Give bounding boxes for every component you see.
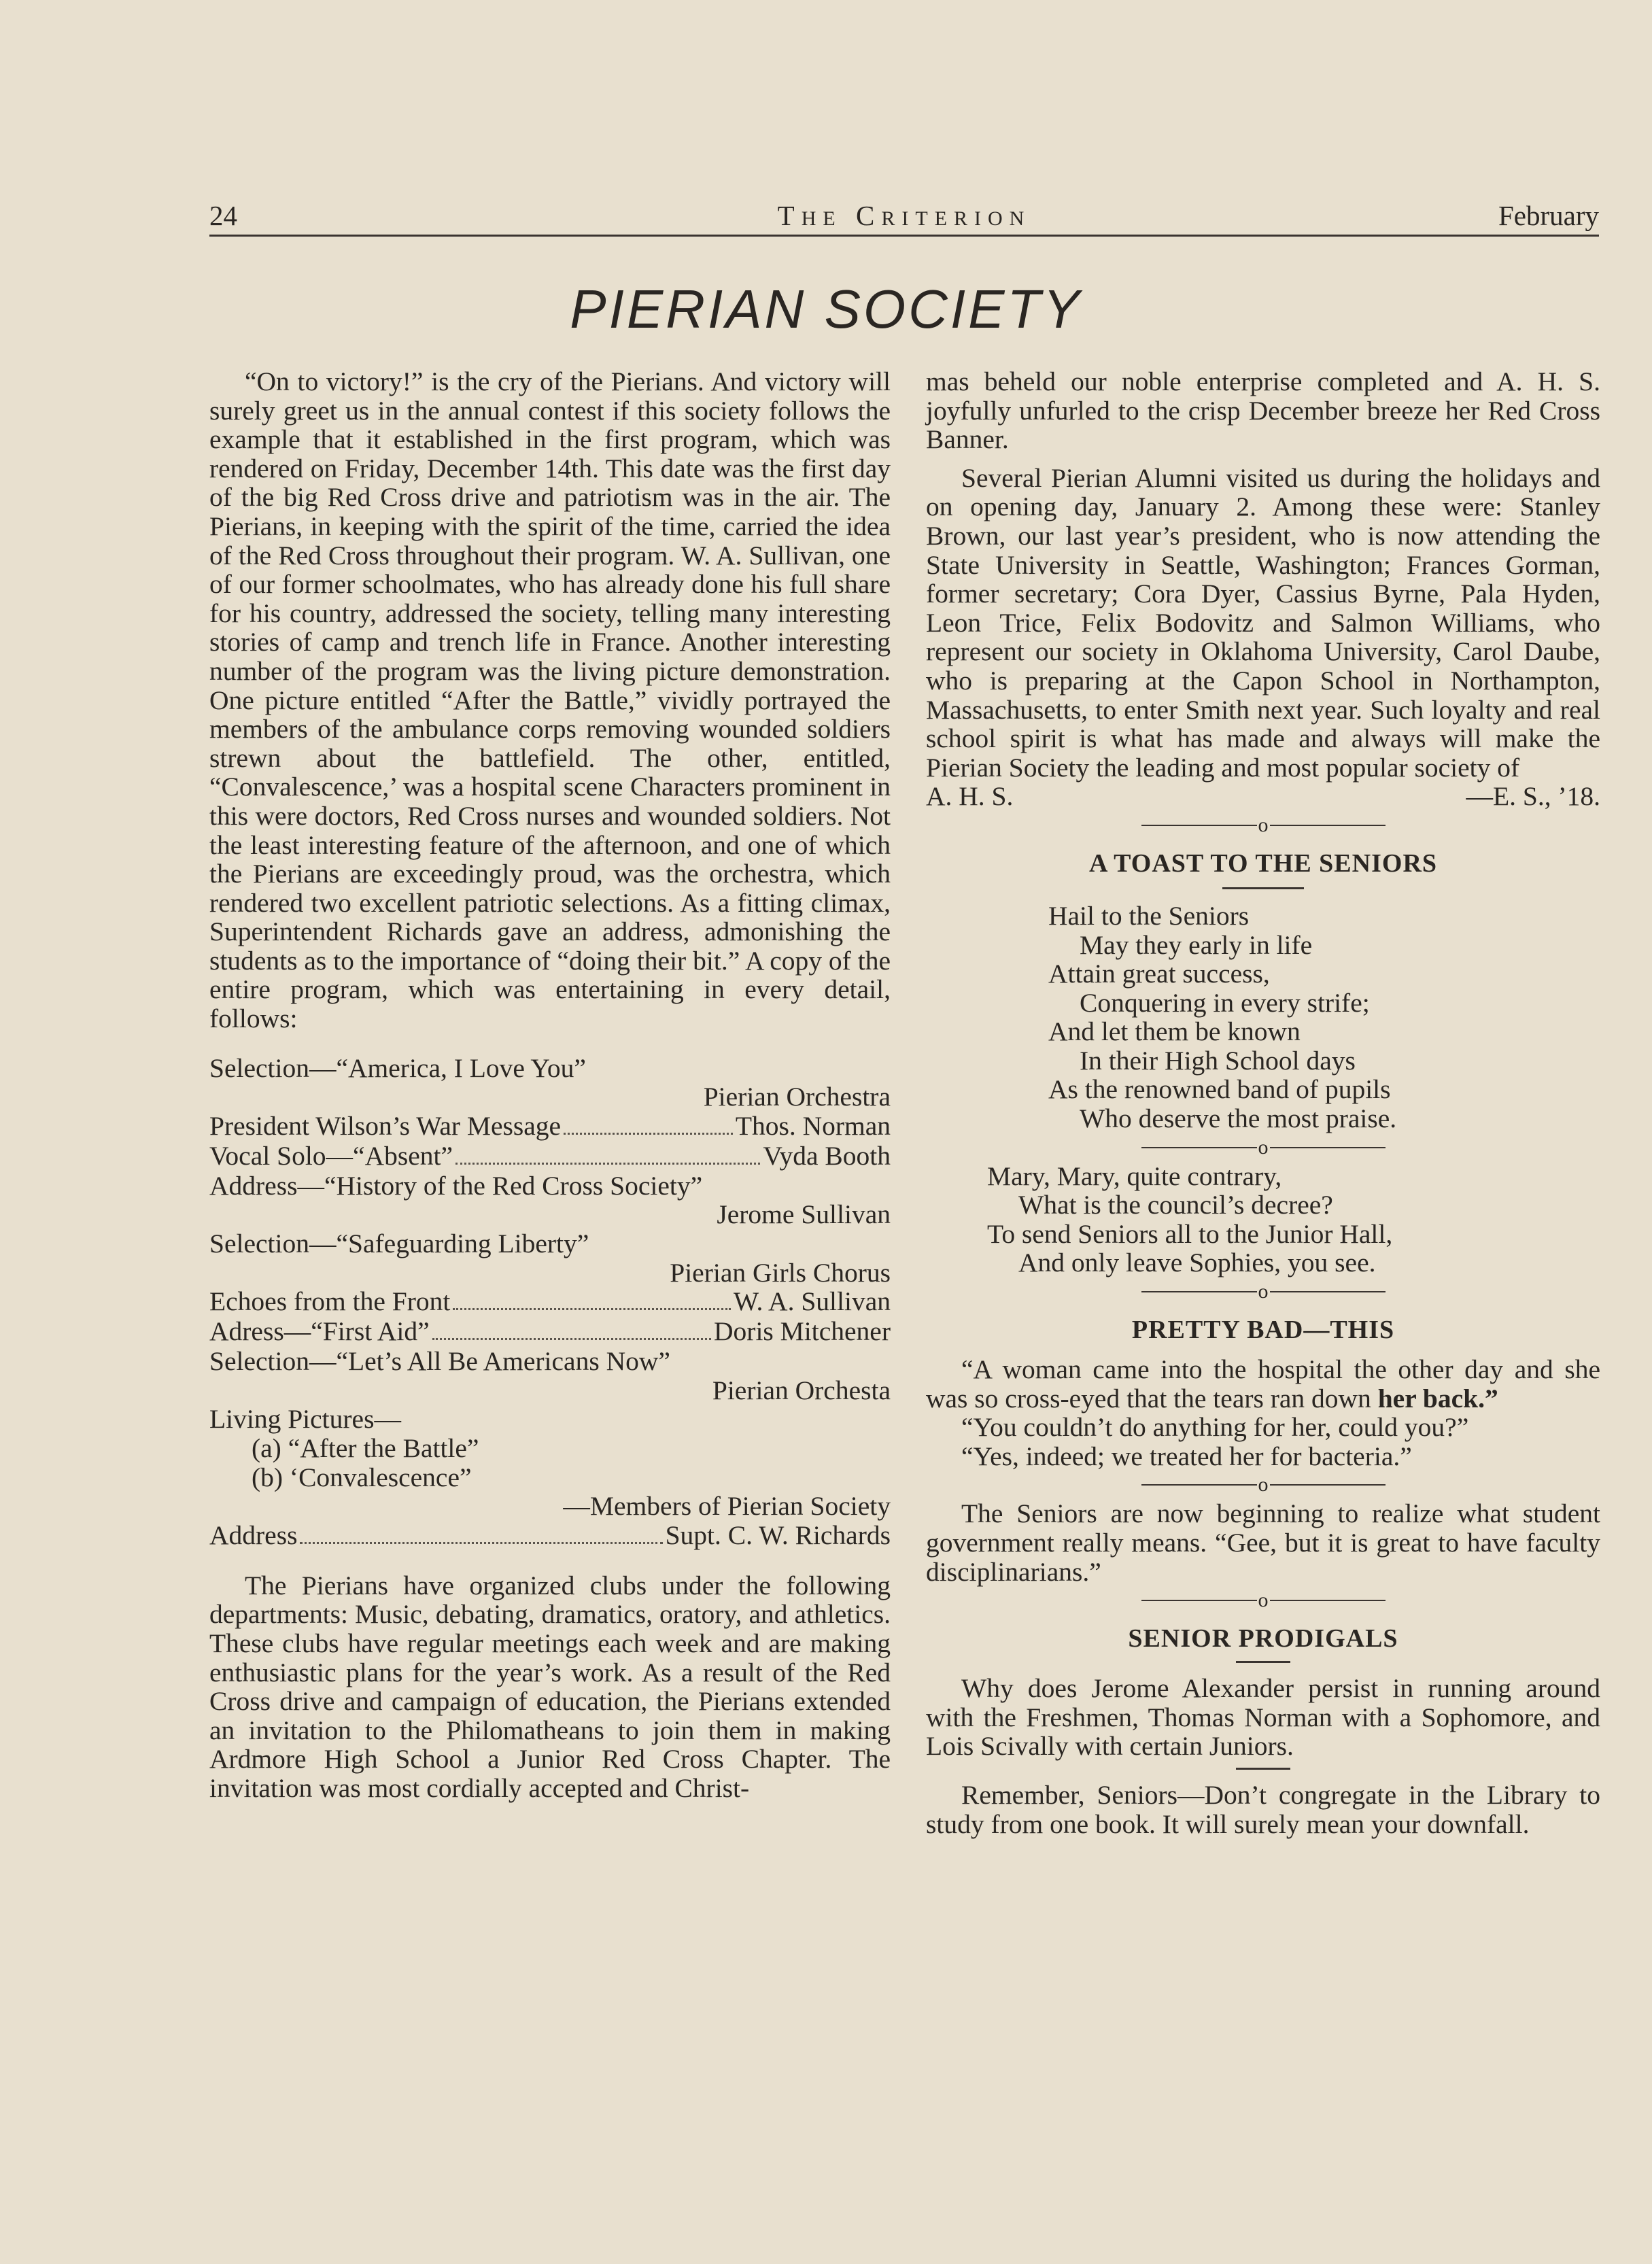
heading-rule <box>1236 1661 1290 1663</box>
poem-line: And let them be known <box>1048 1016 1301 1047</box>
program-item: Address Supt. C. W. Richards <box>209 1520 891 1550</box>
program-subitem: (a) “After the Battle” <box>252 1433 479 1463</box>
program-performer: Pierian Orchestra <box>703 1082 891 1112</box>
section-separator: o <box>926 1277 1600 1306</box>
council-rhyme <box>926 1162 1600 1277</box>
author-signature: —E. S., ’18. <box>1466 781 1600 812</box>
poem-line: Conquering in every strife; <box>1080 987 1370 1018</box>
program-item: Echoes from the Front W. A. Sullivan <box>209 1286 891 1317</box>
clubs-paragraph: The Pierians have organized clubs under the following departments: Music, debating, dramatics, oratory, and athletics. These clubs have regular meetings each week and are making enthusiastic plans for the year’s work. As a result of the Red Cross drive and campaign of education, the Pierians extended an invitation to the Philomatheans to join them in making Ardmore High School a Junior Red Cross Chapter. The invitation was most cordially accepted and Christ- <box>209 1570 891 1803</box>
section-separator: o <box>926 1133 1600 1162</box>
program-performer: —Members of Pierian Society <box>563 1491 891 1522</box>
issue-month: February <box>1498 200 1599 231</box>
page-header <box>209 199 1599 233</box>
program-item: President Wilson’s War Message Thos. Norman <box>209 1110 891 1141</box>
rhyme-line: And only leave Sophies, you see. <box>1018 1248 1376 1278</box>
program-list <box>209 1054 891 1551</box>
prodigals-paragraph: Why does Jerome Alexander persist in running around with the Freshmen, Thomas Norman with a Sophomore, and Lois Scivally with certain Juniors. <box>926 1673 1600 1762</box>
poem-line: Attain great success, <box>1048 959 1270 989</box>
publication-name: THE CRITERION <box>777 200 1031 231</box>
section-separator: o <box>926 1471 1600 1499</box>
poem-line: Who deserve the most praise. <box>1080 1103 1397 1134</box>
rhyme-line: Mary, Mary, quite contrary, <box>987 1161 1282 1191</box>
alumni-paragraph: Several Pierian Alumni visited us during the holidays and on opening day, January 2. Among these were: Stanley Brown, our last year’s president, who is now attending the State University in Seattle, Washington; Frances Gorman, former secretary; Cora Dyer, Cassius Byrne, Pala Hyden, Leon Trice, Felix Bodovitz and Salmon Williams, who represent our society in Oklahoma University, Carol Daube, who is preparing at the Capon School in Northampton, Massachusetts, to enter Smith next year. Such loyalty and real school spirit is what has made and always will make the Pierian Society the leading and most popular society of <box>926 462 1600 783</box>
joke-paragraph: “A woman came into the hospital the other day and she was so cross-eyed that the tears ran down her back.” <box>926 1354 1600 1413</box>
program-item: Vocal Solo—“Absent” Vyda Booth <box>209 1140 891 1171</box>
poem-line: As the renowned band of pupils <box>1048 1074 1391 1105</box>
right-column <box>926 367 1600 1838</box>
pretty-bad-heading: PRETTY BAD—THIS <box>1131 1316 1395 1345</box>
intro-paragraph: “On to victory!” is the cry of the Pierians. And victory will surely greet us in the annual contest if this society follows the example that it established in the first program, which was rendered on Friday, December 14th. This date was the first day of the big Red Cross drive and patriotism was in the air. The Pierians, in keeping with the spirit of the time, carried the idea of the Red Cross throughout their program. W. A. Sullivan, one of our former schoolmates, who has already done his full share for his country, addressed the society, telling many interesting stories of camp and trench life in France. Another interesting number of the program was the living picture demonstration. One picture entitled “After the Battle,” vividly portrayed the members of the ambulance corps removing wounded soldiers strewn about the battlefield. The other, entitled, “Convalescence,’ was a hospital scene Characters prominent in this were doctors, Red Cross nurses and wounded soldiers. Not the least interesting feature of the afternoon, and one of which the Pierians are exceedingly proud, was the orchestra, which rendered two excellent patriotic selections. As a fitting climax, Superintendent Richards gave an address, admonishing the students as to the importance of “doing their bit.” A copy of the entire program, which was entertaining in every detail, follows: <box>209 366 891 1034</box>
program-item: Address—“History of the Red Cross Society” <box>209 1170 703 1201</box>
poem-line: In their High School days <box>1080 1045 1356 1076</box>
program-item: Selection—“America, I Love You” <box>209 1052 586 1083</box>
section-separator: o <box>926 811 1600 840</box>
left-column <box>209 367 891 1803</box>
student-government-paragraph: The Seniors are now beginning to realize what student government really means. “Gee, but it is great to have faculty disciplinarians.” <box>926 1498 1600 1587</box>
article-title: PIERIAN SOCIETY <box>570 279 1082 339</box>
program-item: Living Pictures— <box>209 1404 401 1435</box>
continued-paragraph: mas beheld our noble enterprise completed and A. H. S. joyfully unfurled to the crisp December breeze her Red Cross Banner. <box>926 366 1600 455</box>
prodigals-paragraph: Remember, Seniors—Don’t congregate in the Library to study from one book. It will surely mean your downfall. <box>926 1779 1600 1839</box>
toast-heading: A TOAST TO THE SENIORS <box>1088 848 1438 878</box>
paragraph-rule <box>1236 1768 1290 1770</box>
header-rule <box>209 235 1599 237</box>
joke-paragraph: “Yes, indeed; we treated her for bacteria.” <box>961 1441 1412 1471</box>
poem-line: May they early in life <box>1080 929 1313 960</box>
rhyme-line: To send Seniors all to the Junior Hall, <box>987 1218 1393 1249</box>
prodigals-heading: SENIOR PRODIGALS <box>1128 1624 1398 1653</box>
section-separator: o <box>926 1586 1600 1615</box>
program-performer: Pierian Orchesta <box>712 1375 891 1405</box>
rhyme-line: What is the council’s decree? <box>1018 1190 1333 1220</box>
joke-paragraph: “You couldn’t do anything for her, could you?” <box>961 1412 1469 1443</box>
heading-rule <box>1222 887 1304 889</box>
toast-poem <box>926 902 1600 1133</box>
poem-line: Hail to the Seniors <box>1048 900 1250 931</box>
program-item: Adress—“First Aid” Doris Mitchener <box>209 1316 891 1347</box>
program-item: Selection—“Let’s All Be Americans Now” <box>209 1346 670 1377</box>
program-performer: Jerome Sullivan <box>717 1199 891 1230</box>
school-abbrev: A. H. S. <box>926 781 1014 812</box>
program-performer: Pierian Girls Chorus <box>670 1257 891 1288</box>
page-number: 24 <box>209 200 237 231</box>
signature-line <box>926 782 1600 811</box>
program-subitem: (b) ‘Convalescence” <box>252 1462 472 1492</box>
program-item: Selection—“Safeguarding Liberty” <box>209 1229 589 1259</box>
